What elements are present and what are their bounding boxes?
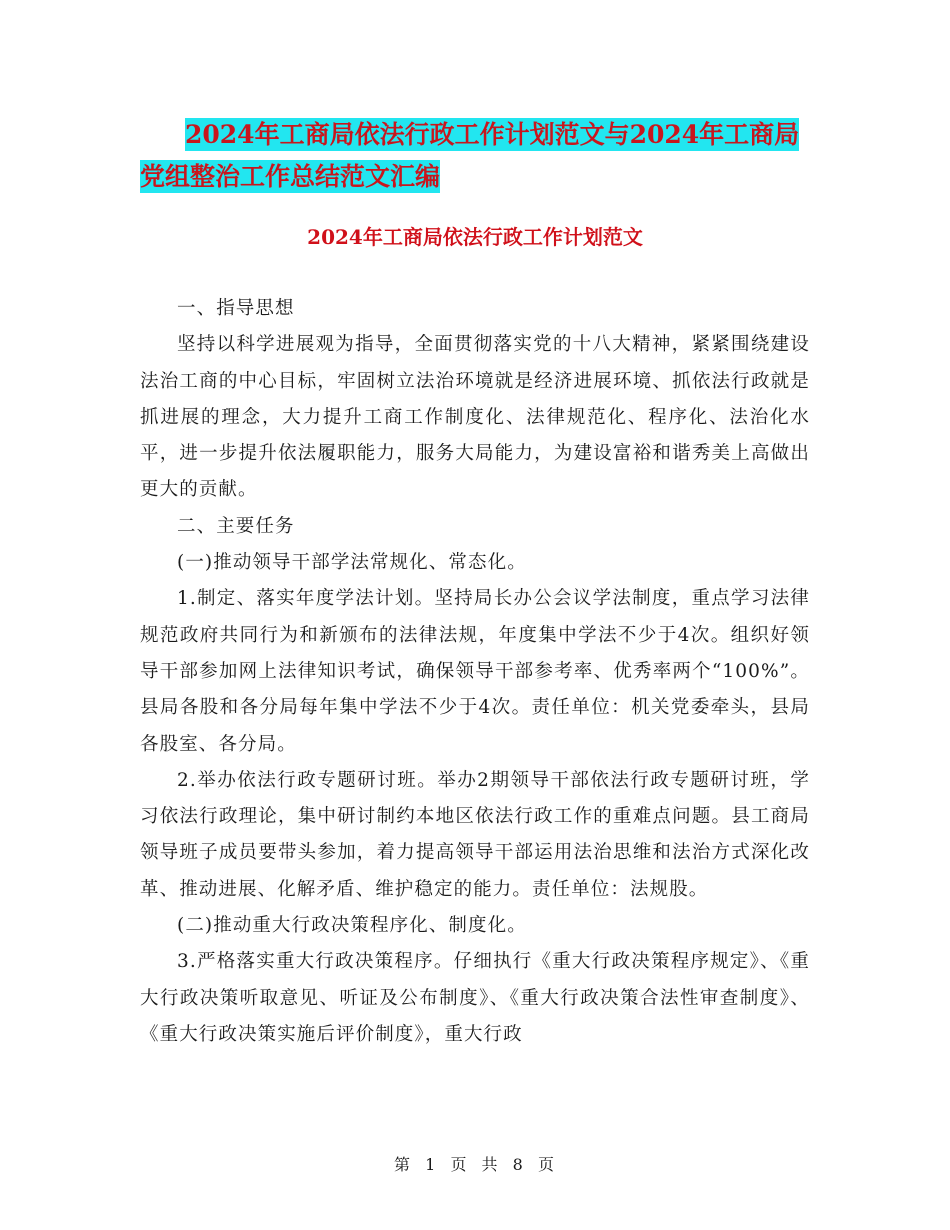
document-title: [140, 114, 820, 198]
document-body: [140, 291, 810, 1053]
footer-prefix: 第: [394, 1155, 413, 1174]
footer-page-label: 页: [450, 1155, 469, 1174]
footer-total-pages: 8: [512, 1155, 525, 1174]
footer-page-number: 1: [425, 1155, 438, 1174]
footer-total-label: 共: [481, 1155, 500, 1174]
document-title-line1: 2024年工商局依法行政工作计划范文与2024年工商局: [185, 120, 800, 149]
subheading: (一)推动领导干部学法常规化、常态化。: [177, 552, 527, 574]
paragraph: 3.严格落实重大行政决策程序。仔细执行《重大行政决策程序规定》、《重大行政决策听取意见、听证及公布制度》、《重大行政决策合法性审查制度》、《重大行政决策实施后评价制度》，重大行政: [140, 951, 810, 1045]
document-title-line2: 党组整治工作总结范文汇编: [140, 162, 441, 191]
paragraph: 1.制定、落实年度学法计划。坚持局长办公会议学法制度，重点学习法律规范政府共同行为和新颁布的法律法规，年度集中学法不少于4次。组织好领导干部参加网上法律知识考试，确保领导干部参考率、优秀率两个“100%”。县局各股和各分局每年集中学法不少于4次。责任单位：机关党委牵头，县局各股室、各分局。: [140, 588, 810, 755]
page-footer: [0, 1152, 950, 1175]
paragraph: 2.举办依法行政专题研讨班。举办2期领导干部依法行政专题研讨班，学习依法行政理论，集中研讨制约本地区依法行政工作的重难点问题。县工商局领导班子成员要带头参加，着力提高领导干部运用法治思维和法治方式深化改革、推动进展、化解矛盾、维护稳定的能力。责任单位：法规股。: [140, 769, 810, 900]
section-title: 2024年工商局依法行政工作计划范文: [307, 225, 643, 249]
heading-guiding-ideology: 一、指导思想: [177, 298, 295, 319]
heading-main-tasks: 二、主要任务: [177, 515, 295, 537]
subheading: (二)推动重大行政决策程序化、制度化。: [177, 915, 527, 937]
footer-suffix: 页: [537, 1155, 556, 1174]
paragraph: 坚持以科学进展观为指导，全面贯彻落实党的十八大精神，紧紧围绕建设法治工商的中心目标，牢固树立法治环境就是经济进展环境、抓依法行政就是抓进展的理念，大力提升工商工作制度化、法律规范化、程序化、法治化水平，进一步提升依法履职能力，服务大局能力，为建设富裕和谐秀美上高做出更大的贡献。: [140, 334, 810, 501]
